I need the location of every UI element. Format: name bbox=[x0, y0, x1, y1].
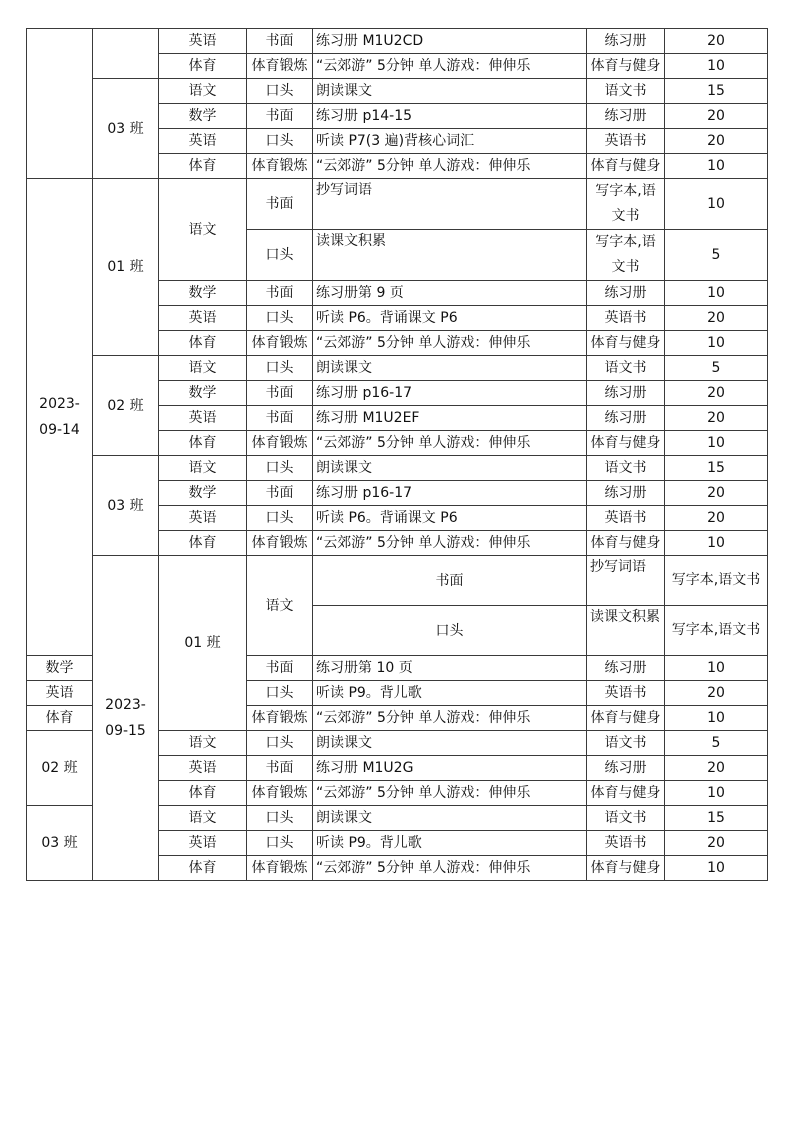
minutes-cell: 20 bbox=[665, 104, 768, 129]
class-cell: 03 班 bbox=[93, 456, 159, 556]
class-cell-empty bbox=[93, 29, 159, 79]
subject-cell: 语文 bbox=[159, 731, 247, 756]
content-cell: 练习册 M1U2EF bbox=[313, 406, 587, 431]
content-cell: 听读 P9。背儿歌 bbox=[313, 681, 587, 706]
minutes-cell: 10 bbox=[665, 54, 768, 79]
subject-cell: 数学 bbox=[159, 481, 247, 506]
table-row bbox=[27, 456, 768, 481]
content-cell: “云郊游” 5分钟 单人游戏：伸伸乐 bbox=[313, 54, 587, 79]
date-cell: 2023-09-14 bbox=[27, 179, 93, 656]
table-row bbox=[27, 556, 768, 606]
material-cell: 练习册 bbox=[587, 756, 665, 781]
content-cell: “云郊游” 5分钟 单人游戏：伸伸乐 bbox=[313, 531, 587, 556]
content-cell: 朗读课文 bbox=[313, 731, 587, 756]
minutes-cell: 20 bbox=[665, 756, 768, 781]
content-cell: “云郊游” 5分钟 单人游戏：伸伸乐 bbox=[313, 431, 587, 456]
type-cell: 体育锻炼 bbox=[247, 331, 313, 356]
date-cell-empty bbox=[27, 29, 93, 179]
subject-cell: 英语 bbox=[27, 681, 93, 706]
minutes-cell: 10 bbox=[665, 179, 768, 230]
minutes-cell: 10 bbox=[665, 781, 768, 806]
material-cell: 体育与健身 bbox=[587, 54, 665, 79]
minutes-cell: 20 bbox=[665, 506, 768, 531]
minutes-cell: 5 bbox=[665, 356, 768, 381]
type-cell: 口头 bbox=[247, 306, 313, 331]
content-cell: “云郊游” 5分钟 单人游戏：伸伸乐 bbox=[313, 331, 587, 356]
class-cell: 02 班 bbox=[27, 731, 93, 806]
minutes-cell: 10 bbox=[665, 656, 768, 681]
subject-cell: 数学 bbox=[27, 656, 93, 681]
subject-cell: 英语 bbox=[159, 506, 247, 531]
material-cell: 练习册 bbox=[587, 406, 665, 431]
minutes-cell: 20 bbox=[665, 831, 768, 856]
minutes-cell: 20 bbox=[665, 481, 768, 506]
content-cell: 练习册 M1U2G bbox=[313, 756, 587, 781]
homework-table bbox=[26, 28, 768, 881]
material-cell: 英语书 bbox=[587, 129, 665, 154]
class-cell: 01 班 bbox=[93, 179, 159, 356]
minutes-cell: 10 bbox=[665, 154, 768, 179]
material-cell: 语文书 bbox=[587, 456, 665, 481]
subject-cell: 数学 bbox=[159, 281, 247, 306]
subject-cell: 语文 bbox=[247, 556, 313, 656]
type-cell: 体育锻炼 bbox=[247, 431, 313, 456]
type-cell: 口头 bbox=[247, 831, 313, 856]
minutes-cell: 10 bbox=[665, 531, 768, 556]
minutes-cell: 10 bbox=[665, 706, 768, 731]
type-cell: 书面 bbox=[313, 556, 587, 606]
type-cell: 口头 bbox=[247, 356, 313, 381]
material-cell: 英语书 bbox=[587, 681, 665, 706]
subject-cell: 英语 bbox=[159, 831, 247, 856]
type-cell: 口头 bbox=[247, 806, 313, 831]
type-cell: 书面 bbox=[247, 281, 313, 306]
minutes-cell: 15 bbox=[665, 79, 768, 104]
content-cell: 读课文积累 bbox=[587, 606, 665, 656]
table-row bbox=[27, 179, 768, 230]
type-cell: 口头 bbox=[247, 79, 313, 104]
content-cell: 听读 P6。背诵课文 P6 bbox=[313, 306, 587, 331]
subject-cell: 体育 bbox=[159, 431, 247, 456]
type-cell: 书面 bbox=[247, 406, 313, 431]
type-cell: 口头 bbox=[247, 731, 313, 756]
minutes-cell: 15 bbox=[665, 806, 768, 831]
material-cell: 语文书 bbox=[587, 731, 665, 756]
content-cell: 朗读课文 bbox=[313, 79, 587, 104]
content-cell: “云郊游” 5分钟 单人游戏：伸伸乐 bbox=[313, 781, 587, 806]
material-cell: 体育与健身 bbox=[587, 331, 665, 356]
type-cell: 体育锻炼 bbox=[247, 154, 313, 179]
minutes-cell: 20 bbox=[665, 681, 768, 706]
material-cell: 练习册 bbox=[587, 29, 665, 54]
material-cell: 语文书 bbox=[587, 79, 665, 104]
subject-cell: 体育 bbox=[159, 531, 247, 556]
class-cell: 03 班 bbox=[93, 79, 159, 179]
material-cell: 体育与健身 bbox=[587, 531, 665, 556]
material-cell: 写字本,语文书 bbox=[587, 230, 665, 281]
subject-cell: 英语 bbox=[159, 756, 247, 781]
subject-cell: 英语 bbox=[159, 306, 247, 331]
type-cell: 口头 bbox=[247, 129, 313, 154]
subject-cell: 体育 bbox=[159, 856, 247, 881]
content-cell: 练习册 M1U2CD bbox=[313, 29, 587, 54]
content-cell: 抄写词语 bbox=[587, 556, 665, 606]
class-cell: 03 班 bbox=[27, 806, 93, 881]
type-cell: 书面 bbox=[247, 29, 313, 54]
type-cell: 体育锻炼 bbox=[247, 54, 313, 79]
content-cell: “云郊游” 5分钟 单人游戏：伸伸乐 bbox=[313, 154, 587, 179]
material-cell: 体育与健身 bbox=[587, 154, 665, 179]
minutes-cell: 20 bbox=[665, 381, 768, 406]
subject-cell: 语文 bbox=[159, 79, 247, 104]
table-row bbox=[27, 79, 768, 104]
subject-cell: 英语 bbox=[159, 29, 247, 54]
subject-cell: 英语 bbox=[159, 129, 247, 154]
type-cell: 口头 bbox=[247, 456, 313, 481]
minutes-cell: 15 bbox=[665, 456, 768, 481]
subject-cell: 体育 bbox=[27, 706, 93, 731]
subject-cell: 英语 bbox=[159, 406, 247, 431]
material-cell: 体育与健身 bbox=[587, 706, 665, 731]
material-cell: 英语书 bbox=[587, 831, 665, 856]
date-cell: 2023-09-15 bbox=[93, 556, 159, 881]
minutes-cell: 10 bbox=[665, 856, 768, 881]
type-cell: 体育锻炼 bbox=[247, 781, 313, 806]
class-cell: 02 班 bbox=[93, 356, 159, 456]
minutes-cell: 5 bbox=[665, 731, 768, 756]
content-cell: 练习册 p16-17 bbox=[313, 481, 587, 506]
material-cell: 练习册 bbox=[587, 481, 665, 506]
content-cell: 抄写词语 bbox=[313, 179, 587, 230]
type-cell: 口头 bbox=[247, 506, 313, 531]
minutes-cell: 10 bbox=[665, 431, 768, 456]
material-cell: 写字本,语文书 bbox=[665, 606, 768, 656]
material-cell: 练习册 bbox=[587, 381, 665, 406]
subject-cell: 体育 bbox=[159, 331, 247, 356]
material-cell: 英语书 bbox=[587, 306, 665, 331]
content-cell: 练习册 p14-15 bbox=[313, 104, 587, 129]
content-cell: 练习册第 10 页 bbox=[313, 656, 587, 681]
content-cell: 朗读课文 bbox=[313, 356, 587, 381]
type-cell: 书面 bbox=[247, 756, 313, 781]
material-cell: 英语书 bbox=[587, 506, 665, 531]
subject-cell: 数学 bbox=[159, 381, 247, 406]
material-cell: 体育与健身 bbox=[587, 431, 665, 456]
minutes-cell: 10 bbox=[665, 331, 768, 356]
table-row bbox=[27, 356, 768, 381]
material-cell: 语文书 bbox=[587, 356, 665, 381]
material-cell: 语文书 bbox=[587, 806, 665, 831]
subject-cell: 语文 bbox=[159, 806, 247, 831]
minutes-cell: 20 bbox=[665, 129, 768, 154]
table-row bbox=[27, 29, 768, 54]
subject-cell: 数学 bbox=[159, 104, 247, 129]
minutes-cell: 5 bbox=[665, 230, 768, 281]
content-cell: 听读 P9。背儿歌 bbox=[313, 831, 587, 856]
content-cell: 朗读课文 bbox=[313, 806, 587, 831]
minutes-cell: 10 bbox=[665, 281, 768, 306]
material-cell: 练习册 bbox=[587, 656, 665, 681]
type-cell: 书面 bbox=[247, 179, 313, 230]
material-cell: 练习册 bbox=[587, 281, 665, 306]
content-cell: “云郊游” 5分钟 单人游戏：伸伸乐 bbox=[313, 856, 587, 881]
type-cell: 体育锻炼 bbox=[247, 706, 313, 731]
type-cell: 口头 bbox=[247, 230, 313, 281]
type-cell: 体育锻炼 bbox=[247, 531, 313, 556]
subject-cell: 体育 bbox=[159, 54, 247, 79]
type-cell: 体育锻炼 bbox=[247, 856, 313, 881]
subject-cell: 语文 bbox=[159, 456, 247, 481]
content-cell: 练习册第 9 页 bbox=[313, 281, 587, 306]
material-cell: 体育与健身 bbox=[587, 781, 665, 806]
type-cell: 书面 bbox=[247, 104, 313, 129]
subject-cell: 体育 bbox=[159, 154, 247, 179]
type-cell: 书面 bbox=[247, 656, 313, 681]
subject-cell: 体育 bbox=[159, 781, 247, 806]
subject-cell: 语文 bbox=[159, 356, 247, 381]
minutes-cell: 20 bbox=[665, 406, 768, 431]
content-cell: 练习册 p16-17 bbox=[313, 381, 587, 406]
type-cell: 书面 bbox=[247, 381, 313, 406]
material-cell: 写字本,语文书 bbox=[665, 556, 768, 606]
type-cell: 口头 bbox=[313, 606, 587, 656]
content-cell: 读课文积累 bbox=[313, 230, 587, 281]
content-cell: 朗读课文 bbox=[313, 456, 587, 481]
minutes-cell: 20 bbox=[665, 306, 768, 331]
class-cell: 01 班 bbox=[159, 556, 247, 731]
minutes-cell: 20 bbox=[665, 29, 768, 54]
content-cell: “云郊游” 5分钟 单人游戏：伸伸乐 bbox=[313, 706, 587, 731]
material-cell: 体育与健身 bbox=[587, 856, 665, 881]
content-cell: 听读 P6。背诵课文 P6 bbox=[313, 506, 587, 531]
material-cell: 写字本,语文书 bbox=[587, 179, 665, 230]
material-cell: 练习册 bbox=[587, 104, 665, 129]
type-cell: 口头 bbox=[247, 681, 313, 706]
content-cell: 听读 P7(3 遍)背核心词汇 bbox=[313, 129, 587, 154]
subject-cell: 语文 bbox=[159, 179, 247, 281]
type-cell: 书面 bbox=[247, 481, 313, 506]
